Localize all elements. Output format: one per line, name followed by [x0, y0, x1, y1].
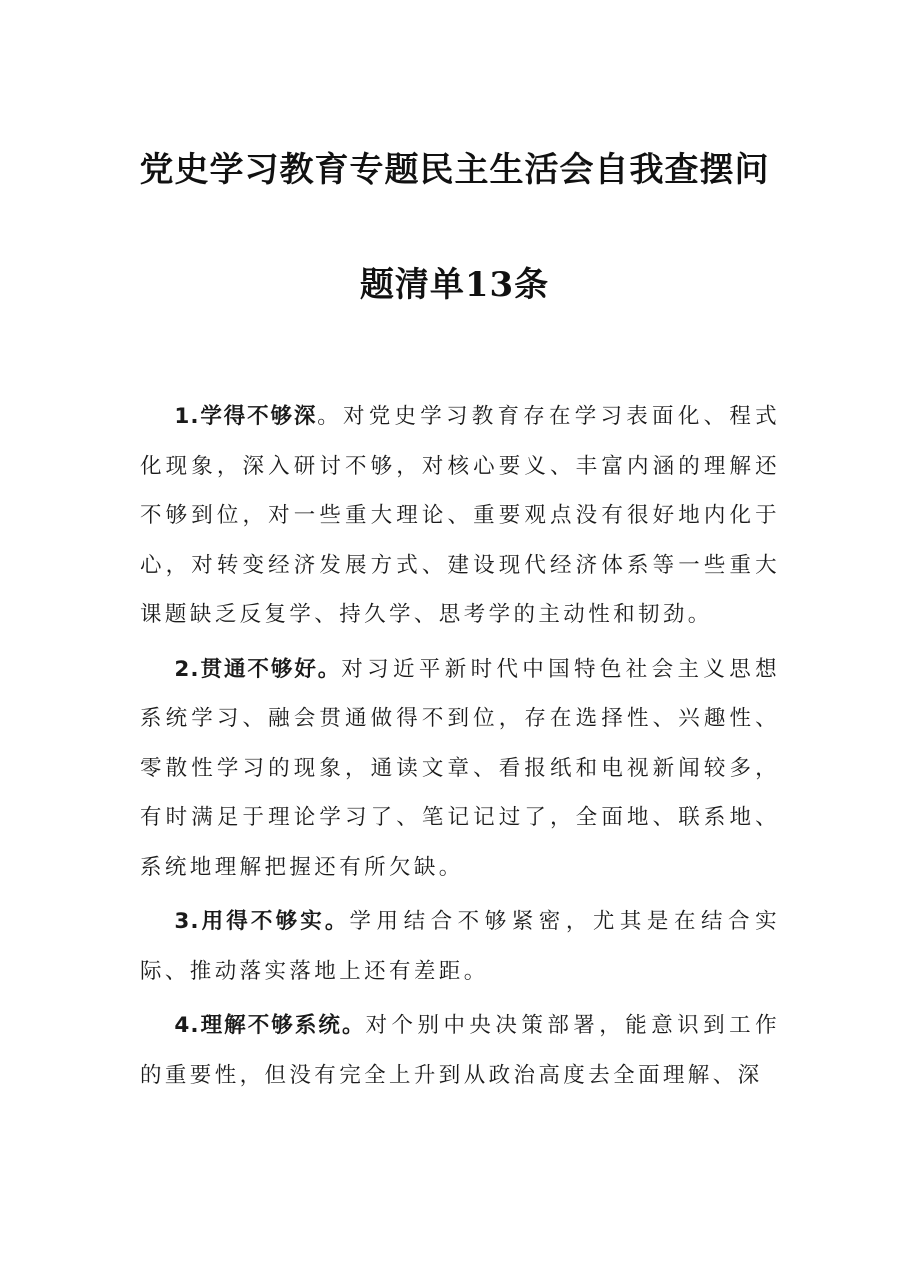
paragraph-3-text: 学用结合不够紧密，尤其是在结合实际、推动落实落地上还有差距。 — [140, 909, 780, 984]
paragraph-1-text: 。对党史学习教育存在学习表面化、程式化现象，深入研讨不够，对核心要义、丰富内涵的理解还不够到位，对一些重大理论、重要观点没有很好地内化于心，对转变经济发展方式、建设现代经济体系等一些重大课题缺乏反复学、持久学、思考学的主动性和韧劲。 — [140, 404, 780, 627]
document-title-line-2: 题清单13条 — [359, 265, 550, 305]
paragraph-2-heading: 2.贯通不够好。 — [174, 656, 342, 682]
paragraph-4-heading: 4.理解不够系统。 — [174, 1013, 366, 1038]
paragraph-1-heading: 1.学得不够深 — [174, 404, 318, 429]
paragraph-2 — [140, 645, 780, 893]
paragraph-3-heading: 3.用得不够实。 — [174, 909, 350, 934]
document-body — [140, 392, 780, 1100]
paragraph-3 — [140, 897, 780, 996]
paragraph-4-text: 对个别中央决策部署，能意识到工作的重要性，但没有完全上升到从政治高度去全面理解、深 — [140, 1013, 780, 1088]
paragraph-2-text: 对习近平新时代中国特色社会主义思想系统学习、融会贯通做得不到位，存在选择性、兴趣性、零散性学习的现象，通读文章、看报纸和电视新闻较多，有时满足于理论学习了、笔记记过了，全面地、联系地、系统地理解把握还有所欠缺。 — [140, 656, 780, 880]
paragraph-4 — [140, 1001, 780, 1100]
document-title-line-1: 党史学习教育专题民主生活会自我查摆问 — [139, 150, 770, 190]
paragraph-1 — [140, 392, 780, 640]
